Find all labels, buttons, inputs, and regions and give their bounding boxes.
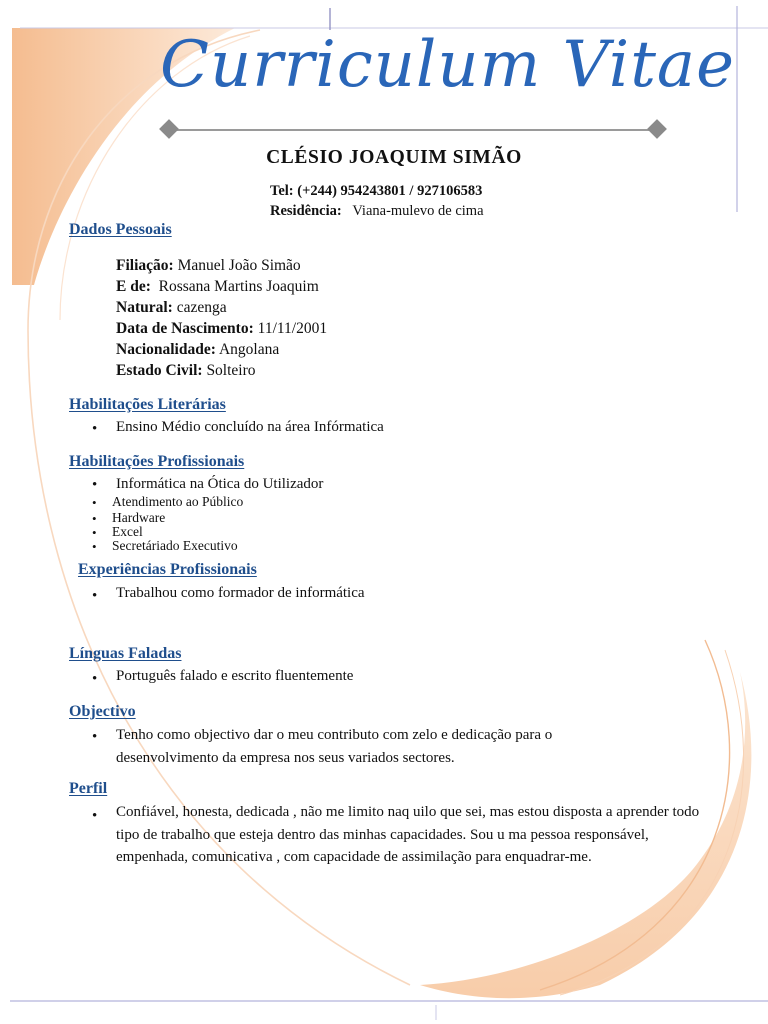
list-item: Português falado e escrito fluentemente [116,668,354,684]
field-label: Natural: [116,299,173,316]
field-label: Data de Nascimento: [116,320,254,337]
bullet-icon: • [92,477,98,493]
field-value: 11/11/2001 [257,320,328,337]
phone-value: (+244) 954243801 / 927106583 [297,183,483,199]
candidate-name: CLÉSIO JOAQUIM SIMÃO [266,147,522,168]
field-natural [116,299,227,317]
field-e-de [116,278,319,296]
section-heading-experiencias: Experiências Profissionais [78,561,257,578]
section-heading-habilitacoes-literarias: Habilitações Literárias [69,396,226,413]
bullet-icon: • [92,511,97,526]
field-value: Manuel João Simão [177,257,301,274]
list-item: Secretáriado Executivo [112,538,238,553]
bullet-icon: • [92,808,98,824]
field-label: Estado Civil: [116,362,203,379]
bullet-icon: • [92,539,97,554]
field-value: Solteiro [206,362,256,379]
section-heading-dados-pessoais: Dados Pessoais [69,221,172,238]
field-value: Rossana Martins Joaquim [158,278,319,295]
section-heading-linguas: Línguas Faladas [69,645,182,662]
section-heading-habilitacoes-profissionais: Habilitações Profissionais [69,453,245,470]
objectivo-text: Tenho como objectivo dar o meu contributo com zelo e dedicação para o desenvolvimento da empresa nos seus variados sectores. [116,727,553,766]
contact-residence [270,203,484,220]
contact-phone [270,183,482,200]
field-filiacao [116,257,301,275]
field-label: Filiação: [116,257,174,274]
bullet-icon: • [92,495,97,510]
list-item: Hardware [112,510,166,525]
section-heading-objectivo: Objectivo [69,703,136,720]
section-heading-perfil: Perfil [69,780,108,797]
bullet-icon: • [92,421,98,437]
list-item: Excel [112,524,143,539]
list-item: Atendimento ao Público [112,494,244,509]
list-item: Trabalhou como formador de informática [116,585,365,601]
list-item: Informática na Ótica do Utilizador [116,476,324,492]
field-value: cazenga [176,299,227,316]
field-data-nascimento [116,320,327,338]
residence-value: Viana-mulevo de cima [352,203,484,219]
field-label: Nacionalidade: [116,341,216,358]
field-value: Angolana [218,341,280,358]
field-label: E de: [116,278,151,295]
document-title: Curriculum Vitae [160,28,735,102]
bullet-icon: • [92,525,97,540]
bullet-icon: • [92,729,98,745]
list-item: Ensino Médio concluído na área Infórmatica [116,419,384,435]
perfil-text: Confiável, honesta, dedicada , não me limito naq uilo que sei, mas estou disposta a aprender todo tipo de trabalho que esteja dentro das minhas capacidades. Sou u ma pessoa responsável, empenhada, comunicativa , com capacidade de assimilação para enquadrar-me. [116,804,700,865]
bullet-icon: • [92,671,98,687]
residence-label: Residência: [270,203,342,219]
field-estado-civil [116,362,256,380]
field-nacionalidade [116,341,279,359]
phone-label: Tel: [270,183,294,199]
bullet-icon: • [92,588,98,604]
